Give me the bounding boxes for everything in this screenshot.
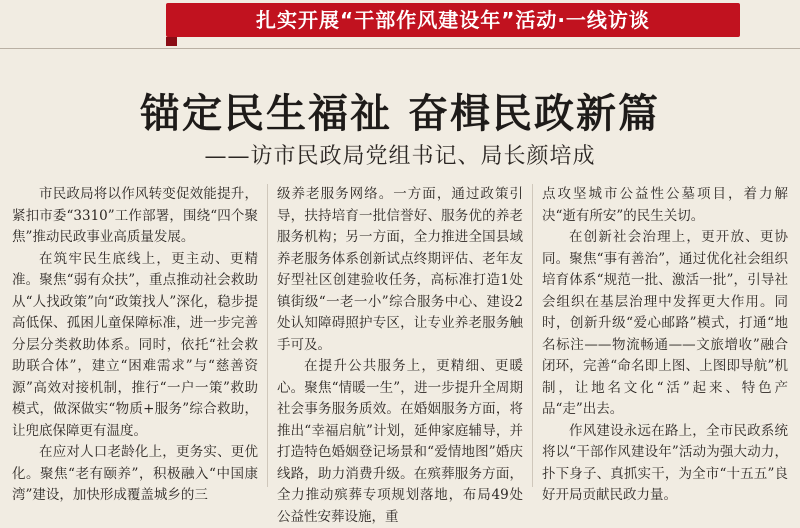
paragraph: 在筑牢民生底线上，更主动、更精准。聚焦“弱有众扶”，重点推动社会救助从“人找政策”向“政策找人”深化，稳步提高低保、孤困儿童保障标准，进一步完善分层分类救助体系。同时，依托“社会救助联合体”，建立“困难需求”与“慈善资源”高效对接机制，推行“一户一策”救助模式，做深做实“物质+服务”综合救助，让兜底保障更有温度。: [12, 250, 258, 439]
column-divider: [267, 184, 268, 487]
headline-subtitle: ——访市民政局党组书记、局长颜培成: [204, 144, 596, 169]
column-divider: [532, 184, 533, 487]
paragraph: 市民政局将以作风转变促效能提升，紧扣市委“3310”工作部署，围绕“四个聚焦”推动民政事业高质量发展。: [12, 186, 258, 245]
paragraph: 在应对人口老龄化上，更务实、更优化。聚焦“老有颐养”，积极融入“中国康湾”建设，加快形成覆盖城乡的三: [12, 444, 258, 503]
article-column-1: [12, 184, 258, 503]
paragraph: 级养老服务网络。一方面，通过政策引导，扶持培育一批信誉好、服务优的养老服务机构；另一方面，全力推进全国县域养老服务体系创新试点终期评估、老年友好型社区创建验收任务，高标准打造1处镇街级“一老一小”综合服务中心、建设2处认知障碍照护专区，让专业养老服务触手可及。: [277, 186, 523, 353]
article-column-3: [542, 184, 788, 503]
paragraph: 点攻坚城市公益性公墓项目，着力解决“逝有所安”的民生关切。: [542, 186, 788, 224]
banner-text: 扎实开展“干部作风建设年”活动·一线访谈: [256, 8, 650, 32]
header-rule: [0, 48, 800, 49]
headline-title: 锚定民生福祉 奋楫民政新篇: [140, 91, 660, 137]
article-column-2: [277, 184, 523, 525]
paragraph: 在创新社会治理上，更开放、更协同。聚焦“事有善治”，通过优化社会组织培育体系“规范一批、激活一批”，引导社会组织在基层治理中发挥更大作用。同时，创新升级“爱心邮路”模式，打通“地名标注——物流畅通——文旅增收”融合闭环，完善“命名即上图、上图即导航”机制，让地名文化“活”起来、特色产品“走”出去。: [542, 229, 788, 417]
column-banner: [166, 3, 740, 37]
paragraph: 作风建设永远在路上，全市民政系统将以“干部作风建设年”活动为强大动力，扑下身子、真抓实干，为全市“十五五”良好开局贡献民政力量。: [542, 422, 788, 503]
paragraph: 在提升公共服务上，更精细、更暖心。聚焦“情暖一生”，进一步提升全周期社会事务服务质效。在婚姻服务方面，将推出“幸福启航”计划，延伸家庭辅导，并打造特色婚姻登记场景和“爱情地图”婚庆线路，助力消费升级。在殡葬服务方面，全力推动殡葬专项规划落地，布局49处公益性安葬设施，重: [277, 358, 523, 525]
banner-fold-decoration: [166, 37, 177, 46]
